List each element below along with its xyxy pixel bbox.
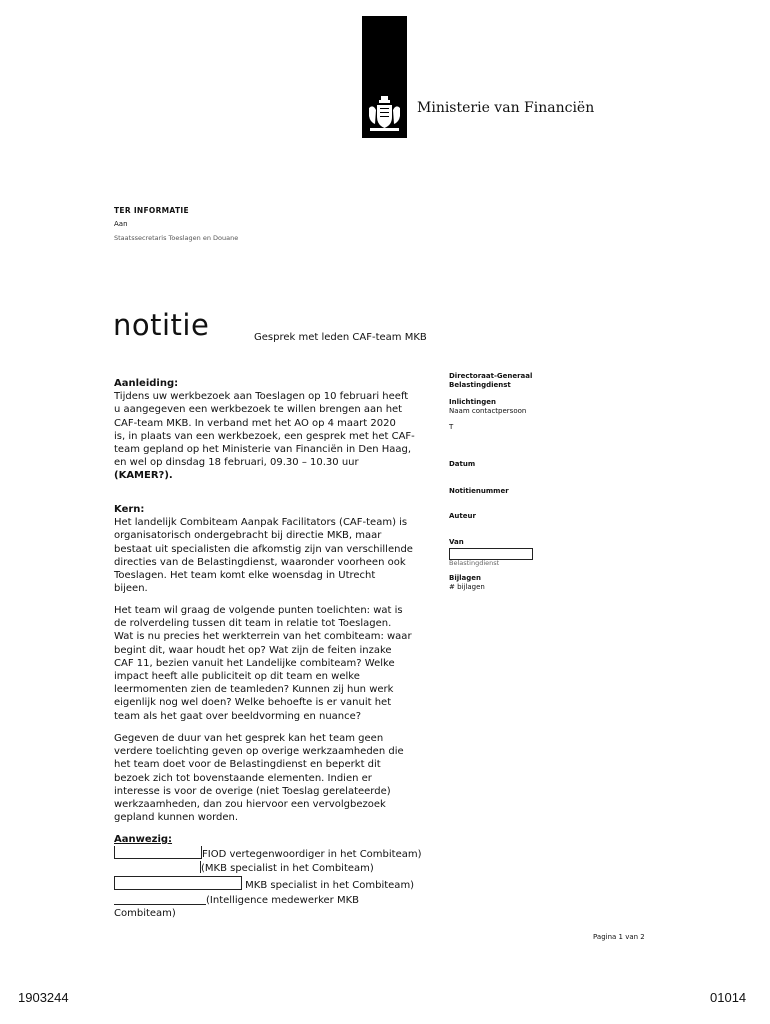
body-line: de rolverdeling tussen dit team in relatie tot Toeslagen. — [114, 618, 392, 630]
redaction-box — [114, 876, 242, 890]
document-id-stamp: 1903244 — [18, 990, 69, 1005]
body-line: eigenlijk nog wel doen? Welke behoefte is er vanuit het — [114, 697, 392, 709]
section-kern — [114, 503, 456, 595]
aan-value: Staatssecretaris Toeslagen en Douane — [114, 234, 239, 242]
body-line: impact heeft alle publiciteit op dit team en welke — [114, 671, 360, 683]
section-aanleiding — [114, 377, 456, 483]
body-line: Toeslagen. Het team komt elke woensdag in Utrecht — [114, 570, 376, 582]
sidebar-auteur — [449, 512, 559, 521]
body-line: verdere toelichting geven op overige werkzaamheden die — [114, 746, 404, 758]
attendee-line: Combiteam) — [114, 908, 176, 920]
body-line: interesse is voor de overige (niet Toeslag gerelateerde) — [114, 785, 391, 797]
body-line: bijeen. — [114, 583, 148, 595]
attendee-line — [114, 892, 456, 907]
body-line: werkzaamheden, dan zou hiervoor een vervolgbezoek — [114, 799, 386, 811]
ter-informatie-label: TER INFORMATIE — [114, 206, 189, 215]
aan-label: Aan — [114, 220, 128, 228]
ministry-name: Ministerie van Financiën — [417, 100, 595, 116]
body-line: leermomenten zien de teamleden? Kunnen zij hun werk — [114, 684, 394, 696]
body-line: Het team wil graag de volgende punten toelichten: wat is — [114, 605, 403, 616]
section-heading: Aanwezig: — [114, 834, 173, 845]
sidebar-notitienummer — [449, 487, 559, 496]
body-line: is, in plaats van een werkbezoek, een gesprek met het CAF- — [114, 430, 415, 442]
belastingdienst-label: Belastingdienst — [449, 381, 511, 389]
attendee-text: (MKB specialist in het Combiteam) — [201, 863, 374, 875]
body-line: organisatorisch ondergebracht bij directie MKB, maar — [114, 530, 382, 542]
sidebar-inlichtingen — [449, 398, 559, 416]
sidebar-datum — [449, 460, 559, 469]
section-heading: Kern: — [114, 504, 145, 515]
sidebar-directoraat — [449, 372, 559, 390]
directoraat-label: Directoraat-Generaal — [449, 372, 533, 380]
redaction-box — [114, 892, 206, 905]
van-label: Van — [449, 538, 464, 546]
section-duur — [114, 732, 456, 824]
body-line: Wat is nu precies het werkterrein van het combiteam: waar — [114, 631, 412, 643]
body-line: Gegeven de duur van het gesprek kan het team geen — [114, 733, 384, 744]
notitienummer-label: Notitienummer — [449, 487, 509, 495]
page-id-stamp: 01014 — [710, 990, 747, 1005]
body-line: en wel op dinsdag 18 februari, 09.30 – 10.30 uur — [114, 457, 359, 469]
inlichtingen-label: Inlichtingen — [449, 398, 496, 406]
document-type: notitie — [113, 308, 210, 342]
section-heading: Aanleiding: — [114, 378, 179, 389]
body-line: bezoek zich tot bovenstaande elementen. Indien er — [114, 772, 372, 784]
inlichtingen-value: Naam contactpersoon — [449, 407, 527, 415]
van-value: Belastingdienst — [449, 559, 500, 567]
attendee-line — [114, 861, 456, 875]
body-line: bestaat uit specialisten die afkomstig zijn van verschillende — [114, 543, 413, 555]
document-subject: Gesprek met leden CAF-team MKB — [254, 332, 427, 343]
body-line: team gepland op het Ministerie van Financiën in Den Haag, — [114, 444, 412, 456]
attendee-text: (Intelligence medewerker MKB — [206, 894, 360, 906]
redaction-box — [114, 846, 202, 859]
bijlagen-value: # bijlagen — [449, 583, 485, 591]
datum-label: Datum — [449, 460, 476, 468]
body-line: CAF-team MKB. In verband met het AO op 4 maart 2020 — [114, 417, 396, 429]
attendee-line — [114, 846, 456, 861]
sidebar-t-label: T — [449, 423, 454, 431]
attendee-text: MKB specialist in het Combiteam) — [242, 879, 415, 891]
body-line: Het landelijk Combiteam Aanpak Facilitators (CAF-team) is — [114, 517, 408, 529]
sidebar-van — [449, 538, 559, 567]
attendee-line — [114, 876, 456, 892]
auteur-label: Auteur — [449, 512, 476, 520]
body-line: begint dit, waar houdt het op? Wat zijn de feiten inzake — [114, 644, 392, 656]
kamer-note: (KAMER?). — [114, 470, 173, 482]
body-line: team als het gaat over beeldvorming en nuance? — [114, 710, 362, 722]
section-aanwezig — [114, 833, 456, 920]
redaction-box — [114, 861, 201, 873]
body-line: directies van de Belastingdienst, waaronder voorheen ook — [114, 556, 406, 568]
page-number: Pagina 1 van 2 — [593, 933, 645, 941]
coat-of-arms-icon — [367, 94, 402, 134]
body-line: CAF 11, bezien vanuit het Landelijke combiteam? Welke — [114, 657, 395, 669]
section-punten — [114, 604, 456, 723]
body-line: Tijdens uw werkbezoek aan Toeslagen op 10 februari heeft — [114, 391, 409, 403]
body-line: het team doet voor de Belastingdienst en beperkt dit — [114, 759, 381, 771]
attendee-text: FIOD vertegenwoordiger in het Combiteam) — [202, 849, 422, 861]
logo — [362, 16, 407, 138]
bijlagen-label: Bijlagen — [449, 574, 481, 582]
sidebar-bijlagen — [449, 574, 559, 592]
body-line: u aangegeven een werkbezoek te willen brengen aan het — [114, 404, 403, 416]
body-line: gepland kunnen worden. — [114, 812, 239, 824]
